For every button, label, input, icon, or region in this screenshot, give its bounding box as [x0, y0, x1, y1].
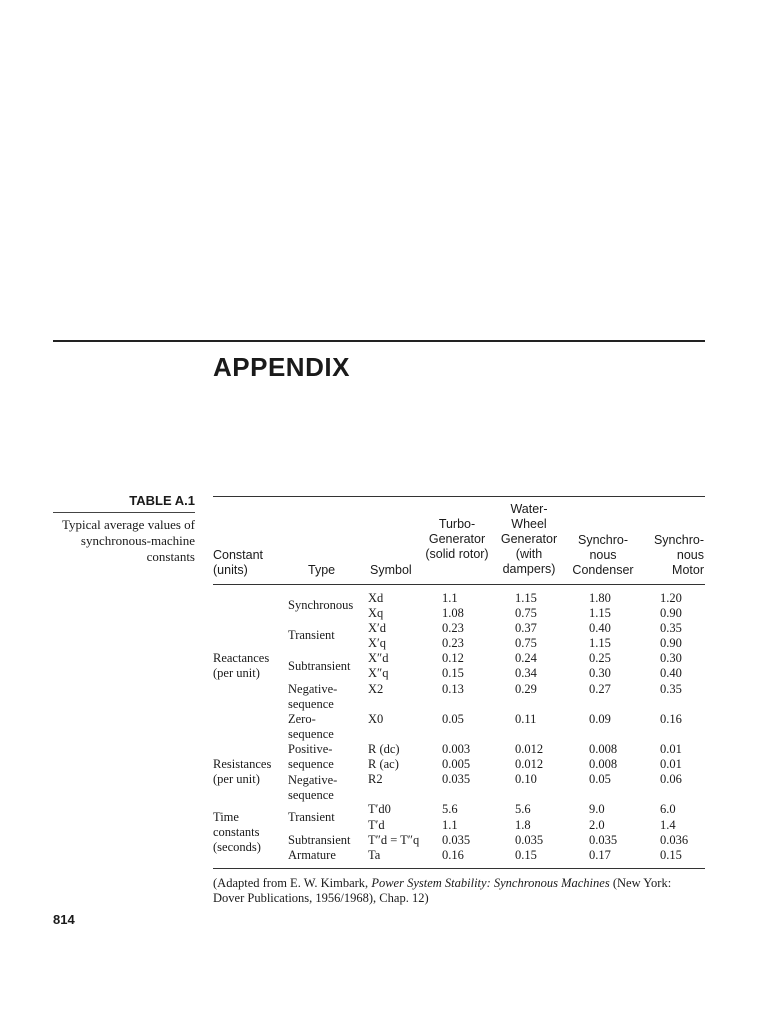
- type-zero-sequence-reactance: Zero- sequence: [288, 712, 334, 741]
- symbol-cell: R (dc): [368, 742, 400, 756]
- type-transient-reactance: Transient: [288, 628, 335, 642]
- motor-value-cell: 1.4: [660, 818, 676, 832]
- turbo-value-cell: 0.003: [442, 742, 471, 756]
- type-positive-sequence-resistance: Positive- sequence: [288, 742, 334, 771]
- water-wheel-value-cell: 0.012: [515, 742, 544, 756]
- turbo-value-cell: 1.08: [442, 606, 464, 620]
- group-resistances: Resistances (per unit): [213, 757, 272, 786]
- symbol-cell: X″q: [368, 666, 389, 680]
- turbo-value-cell: 1.1: [442, 591, 458, 605]
- table-top-rule: [213, 496, 705, 497]
- symbol-cell: T′d: [368, 818, 385, 832]
- source-note-suffix: (New York: Dover Publications, 1956/1968), Chap. 12): [213, 876, 672, 905]
- condenser-value-cell: 0.008: [589, 757, 618, 771]
- water-wheel-value-cell: 0.012: [515, 757, 544, 771]
- source-note: [213, 876, 703, 906]
- turbo-value-cell: 5.6: [442, 802, 458, 816]
- top-rule: [53, 340, 705, 342]
- turbo-value-cell: 1.1: [442, 818, 458, 832]
- turbo-value-cell: 0.23: [442, 621, 464, 635]
- motor-value-cell: 0.06: [660, 772, 682, 786]
- table-caption: Typical average values of synchronous-machine constants: [62, 517, 195, 564]
- group-reactances: Reactances (per unit): [213, 651, 270, 680]
- condenser-value-cell: 0.40: [589, 621, 611, 635]
- motor-value-cell: 0.90: [660, 606, 682, 620]
- header-type: Type: [308, 563, 336, 577]
- type-subtransient-reactance: Subtransient: [288, 659, 351, 673]
- symbol-cell: X′d: [368, 621, 387, 635]
- condenser-value-cell: 0.05: [589, 772, 611, 786]
- symbol-cell: T′d0: [368, 802, 391, 816]
- source-note-title: Power System Stability: Synchronous Machines: [371, 876, 610, 890]
- motor-value-cell: 0.036: [660, 833, 689, 847]
- water-wheel-value-cell: 0.37: [515, 621, 537, 635]
- table-label: TABLE A.1: [129, 493, 195, 508]
- symbol-cell: R (ac): [368, 757, 399, 771]
- motor-value-cell: 0.15: [660, 848, 682, 862]
- motor-value-cell: 0.35: [660, 621, 682, 635]
- condenser-value-cell: 0.008: [589, 742, 618, 756]
- symbol-cell: Xq: [368, 606, 384, 620]
- water-wheel-value-cell: 0.75: [515, 606, 537, 620]
- symbol-cell: T″d = T″q: [368, 833, 420, 847]
- turbo-value-cell: 0.035: [442, 772, 471, 786]
- condenser-value-cell: 1.80: [589, 591, 611, 605]
- motor-value-cell: 0.01: [660, 757, 682, 771]
- water-wheel-value-cell: 0.75: [515, 636, 537, 650]
- symbol-cell: Ta: [368, 848, 381, 862]
- motor-value-cell: 6.0: [660, 802, 676, 816]
- type-transient-time: Transient: [288, 810, 335, 824]
- turbo-value-cell: 0.005: [442, 757, 471, 771]
- water-wheel-value-cell: 1.15: [515, 591, 537, 605]
- turbo-value-cell: 0.23: [442, 636, 464, 650]
- condenser-value-cell: 2.0: [589, 818, 605, 832]
- water-wheel-value-cell: 0.035: [515, 833, 544, 847]
- water-wheel-value-cell: 0.34: [515, 666, 537, 680]
- header-turbo-generator: Turbo- Generator (solid rotor): [425, 517, 489, 561]
- symbol-cell: X0: [368, 712, 384, 726]
- type-armature-time: Armature: [288, 848, 336, 862]
- symbol-cell: X2: [368, 682, 384, 696]
- type-synchronous: Synchronous: [288, 598, 354, 612]
- condenser-value-cell: 0.17: [589, 848, 611, 862]
- page-number: 814: [53, 912, 75, 927]
- turbo-value-cell: 0.13: [442, 682, 464, 696]
- motor-value-cell: 1.20: [660, 591, 682, 605]
- water-wheel-value-cell: 5.6: [515, 802, 531, 816]
- condenser-value-cell: 0.035: [589, 833, 618, 847]
- motor-value-cell: 0.40: [660, 666, 682, 680]
- group-time-constants: Time constants (seconds): [213, 810, 261, 854]
- condenser-value-cell: 1.15: [589, 636, 611, 650]
- header-constant: Constant (units): [213, 548, 264, 577]
- symbol-cell: X′q: [368, 636, 387, 650]
- motor-value-cell: 0.16: [660, 712, 682, 726]
- turbo-value-cell: 0.12: [442, 651, 464, 665]
- condenser-value-cell: 0.30: [589, 666, 611, 680]
- type-negative-sequence-reactance: Negative- sequence: [288, 682, 338, 711]
- turbo-value-cell: 0.15: [442, 666, 464, 680]
- water-wheel-value-cell: 0.11: [515, 712, 537, 726]
- condenser-value-cell: 0.27: [589, 682, 611, 696]
- appendix-title: APPENDIX: [213, 352, 350, 382]
- header-synchronous-condenser: Synchro- nous Condenser: [572, 533, 634, 577]
- type-subtransient-time: Subtransient: [288, 833, 351, 847]
- turbo-value-cell: 0.05: [442, 712, 464, 726]
- table-label-rule: [53, 512, 195, 513]
- header-symbol: Symbol: [370, 563, 412, 577]
- table-header-rule: [213, 584, 705, 585]
- condenser-value-cell: 0.25: [589, 651, 611, 665]
- symbol-cell: X″d: [368, 651, 389, 665]
- water-wheel-value-cell: 0.15: [515, 848, 537, 862]
- source-note-prefix: (Adapted from E. W. Kimbark,: [213, 876, 372, 890]
- turbo-value-cell: 0.035: [442, 833, 471, 847]
- symbol-cell: R2: [368, 772, 383, 786]
- header-water-wheel-generator: Water- Wheel Generator (with dampers): [500, 502, 558, 576]
- motor-value-cell: 0.35: [660, 682, 682, 696]
- condenser-value-cell: 1.15: [589, 606, 611, 620]
- water-wheel-value-cell: 0.29: [515, 682, 537, 696]
- header-synchronous-motor: Synchro- nous Motor: [653, 533, 704, 577]
- condenser-value-cell: 0.09: [589, 712, 611, 726]
- water-wheel-value-cell: 0.10: [515, 772, 537, 786]
- symbol-cell: Xd: [368, 591, 384, 605]
- water-wheel-value-cell: 1.8: [515, 818, 531, 832]
- motor-value-cell: 0.90: [660, 636, 682, 650]
- motor-value-cell: 0.30: [660, 651, 682, 665]
- condenser-value-cell: 9.0: [589, 802, 605, 816]
- motor-value-cell: 0.01: [660, 742, 682, 756]
- turbo-value-cell: 0.16: [442, 848, 464, 862]
- type-negative-sequence-resistance: Negative- sequence: [288, 773, 338, 802]
- table-bottom-rule: [213, 868, 705, 869]
- water-wheel-value-cell: 0.24: [515, 651, 537, 665]
